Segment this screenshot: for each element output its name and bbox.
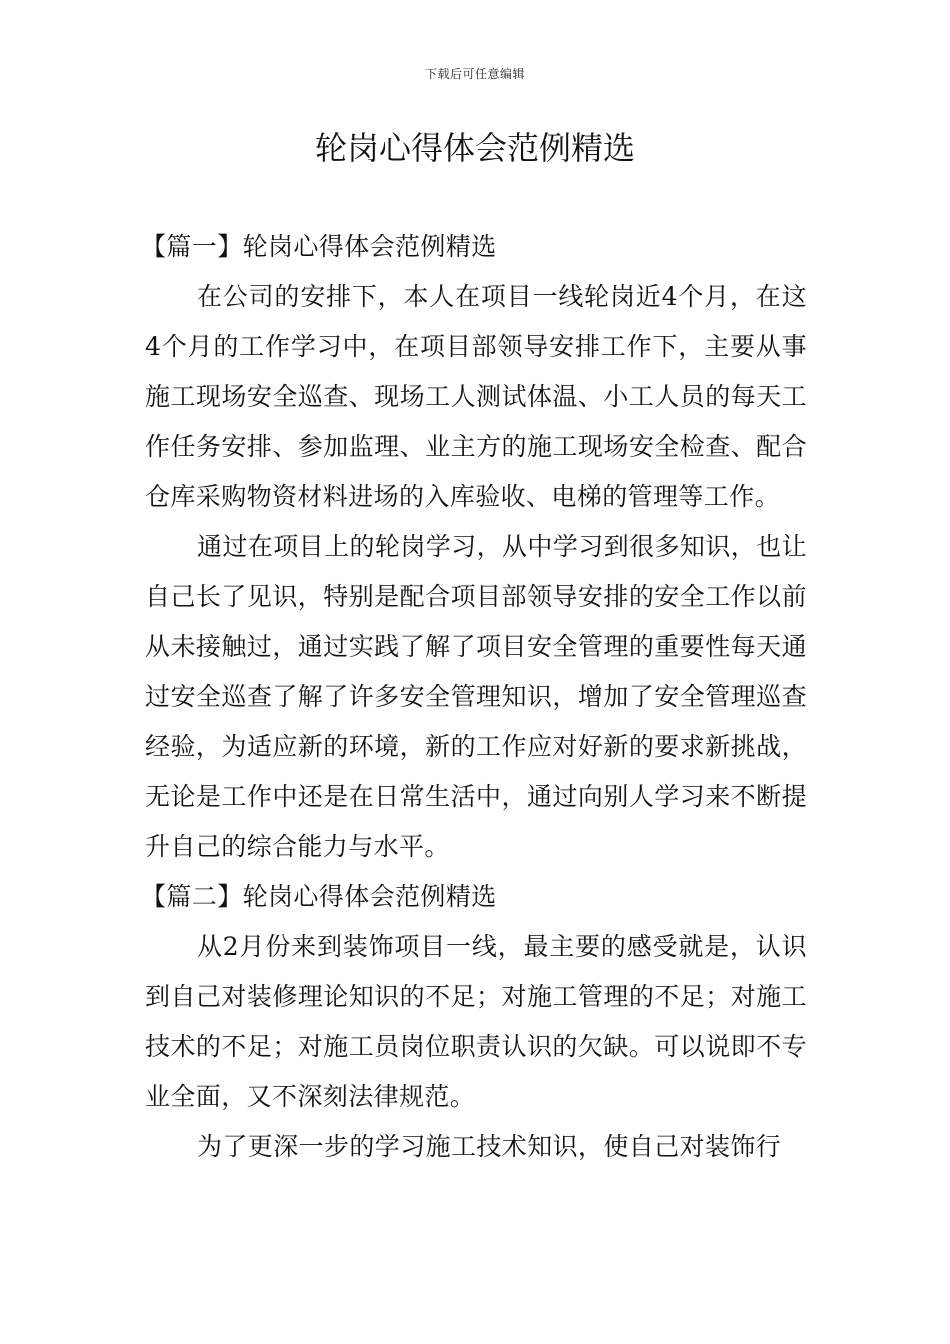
section-heading: 【篇二】轮岗心得体会范例精选	[141, 882, 497, 911]
document-body	[141, 222, 807, 1172]
section-1	[141, 222, 807, 872]
paragraph: 通过在项目上的轮岗学习，从中学习到很多知识，也让自己长了见识，特别是配合项目部领导安排的安全工作以前从未接触过，通过实践了解了项目安全管理的重要性每天通过安全巡查了解了许多安全管理知识，增加了安全管理巡查经验，为适应新的环境，新的工作应对好新的要求新挑战，无论是工作中还是在日常生活中，通过向别人学习来不断提升自己的综合能力与水平。	[145, 532, 807, 861]
paragraph: 为了更深一步的学习施工技术知识，使自己对装饰行	[197, 1132, 782, 1161]
section-2	[141, 872, 807, 1172]
paragraph: 在公司的安排下，本人在项目一线轮岗近4个月，在这4个月的工作学习中，在项目部领导安排工作下，主要从事施工现场安全巡查、现场工人测试体温、小工人员的每天工作任务安排、参加监理、业主方的施工现场安全检查、配合仓库采购物资材料进场的入库验收、电梯的管理等工作。	[145, 282, 807, 511]
document-title: 轮岗心得体会范例精选	[314, 129, 635, 167]
header-note: 下载后可任意编辑	[424, 67, 525, 81]
paragraph: 从2月份来到装饰项目一线，最主要的感受就是，认识到自己对装修理论知识的不足；对施工管理的不足；对施工技术的不足；对施工员岗位职责认识的欠缺。可以说即不专业全面，又不深刻法律规范。	[145, 932, 807, 1111]
section-heading: 【篇一】轮岗心得体会范例精选	[141, 232, 497, 261]
